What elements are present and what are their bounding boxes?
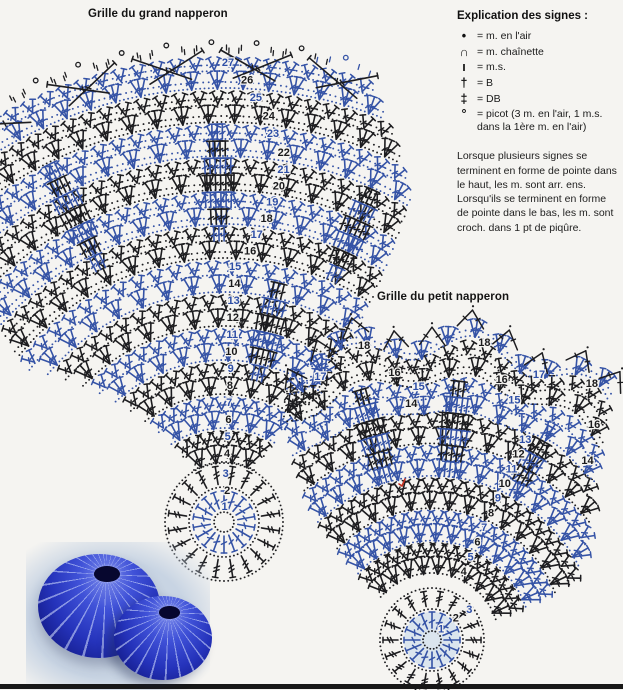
urchin-hole-icon	[159, 606, 180, 619]
legend-item	[457, 108, 620, 134]
small-chart-title: Grille du petit napperon	[377, 291, 510, 303]
urchin-hole-icon	[94, 566, 120, 582]
symbols-legend	[457, 10, 620, 235]
page-bottom-edge-line	[0, 684, 623, 689]
sea-urchin-photo	[26, 542, 210, 690]
legend-item-label: = m. chaînette	[477, 45, 544, 58]
legend-item-label: = DB	[477, 92, 501, 105]
chain-stitch-dot-icon: •	[461, 29, 467, 43]
bride-cross-icon: †	[460, 75, 468, 90]
sea-urchin-small	[114, 596, 212, 680]
picot-ring-icon: °	[461, 107, 467, 122]
legend-item-label: = picot (3 m. en l'air, 1 m.s. dans la 1ère m. en l'air)	[477, 108, 603, 134]
legend-items	[457, 30, 620, 134]
legend-item	[457, 93, 620, 106]
single-crochet-bar-icon: ı	[462, 60, 466, 75]
legend-item	[457, 61, 620, 74]
legend-note: Lorsque plusieurs signes se terminent en forme de pointe dans le haut, les m. sont arr. ens. Lorsqu'ils se terminent en forme de pointe dans le bas, les m. sont croch. dans 1 pt de piqûre.	[457, 150, 617, 234]
double-bride-cross-icon: ‡	[460, 91, 468, 106]
legend-item	[457, 30, 620, 43]
legend-item-label: = B	[477, 76, 494, 89]
chainette-arc-icon: ∩	[459, 44, 469, 59]
legend-item-label: = m. en l'air	[477, 30, 532, 42]
large-chart-title: Grille du grand napperon	[88, 8, 228, 20]
legend-item	[457, 77, 620, 90]
legend-item-label: = m.s.	[477, 61, 506, 74]
legend-item	[457, 46, 620, 59]
legend-title: Explication des signes :	[457, 10, 589, 22]
small-doily-chart	[283, 305, 623, 690]
